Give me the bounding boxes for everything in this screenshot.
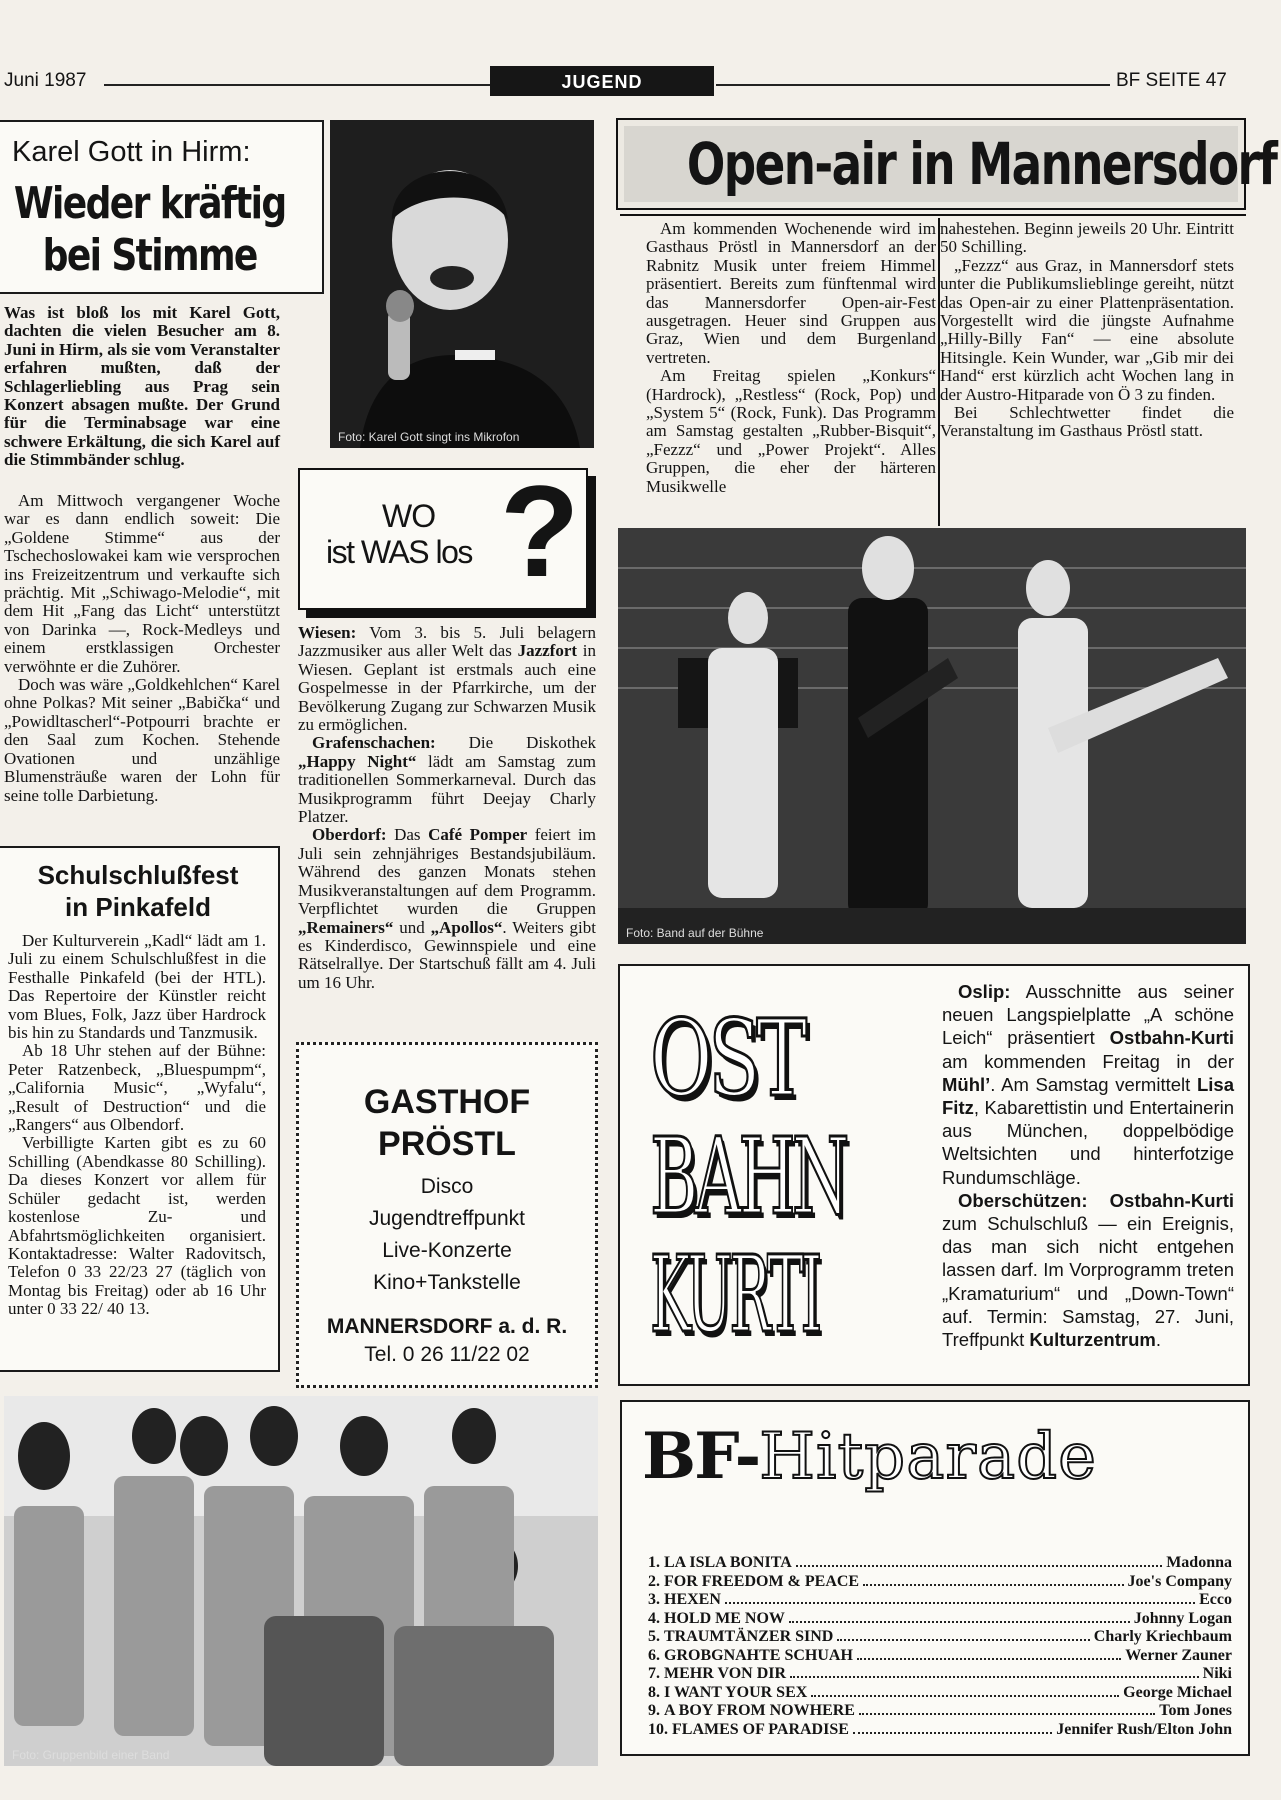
event-text-oberdorf-end: . Weiters gibt es Kinderdisco, Gewinnspiele und eine Rätselrallye. Der Startschuß fällt am 4. Juli um 16 Uhr. [298, 917, 596, 992]
event-text-grafenschachen: Die Diskothek [468, 733, 596, 753]
gott-paragraph-1: Am Mittwoch vergangener Woche war es dann endlich soweit: Die „Goldene Stimme“ aus der Tschechoslowakei kam wie versprochen ins Freizeitzentrum und verkaufte sich prächtig. Mit „Schiwago-Melodie“, mit dem Hit „Fang das Licht“ unterstützt von Darinka —, Rock-Medleys und einem erstklassigen Orchester verwöhnte er die Zuhörer. [4, 491, 280, 676]
ostbahn-text-1: Ausschnitte aus seiner neuen Langspielplatte „A schöne Leich“ präsentiert [942, 981, 1234, 1049]
gott-body [4, 492, 280, 805]
hitparade-song-title: A BOY FROM NOWHERE [664, 1702, 855, 1719]
hitparade-leader-dots [811, 1695, 1119, 1697]
event-text-and: und [399, 917, 425, 937]
event-band-apollos: „Apollos“ [430, 917, 503, 937]
schul-paragraph-1: Der Kulturverein „Kadl“ lädt am 1. Juli zu einem Schulschlußfest in die Festhalle Pinkafeld (bei der HTL). Das Repertoire der Künstler reicht vom Blues, Folk, Jazz über Hardrock bis hin zu Standards und Tanzmusik. [8, 931, 266, 1043]
group-photo-illustration [4, 1396, 598, 1766]
page-number: BF SEITE 47 [1116, 70, 1227, 91]
hitparade-entry [648, 1702, 1232, 1721]
schul-headline-1: Schulschlußfest [37, 860, 239, 890]
hitparade-entry [648, 1610, 1232, 1629]
hitparade-artist: George Michael [1123, 1683, 1232, 1701]
hitparade-title-outline: Hitparade [759, 1420, 1097, 1494]
hitparade-entry [648, 1573, 1232, 1592]
wo-line-2: ist WAS los [326, 534, 472, 570]
wo-line-1: WO [382, 498, 436, 534]
hitparade-leader-dots [725, 1602, 1195, 1604]
hitparade-rank: 8. [648, 1683, 660, 1701]
gott-photo [330, 120, 594, 448]
hitparade-artist: Ecco [1199, 1591, 1232, 1608]
ad-line-kino: Kino+Tankstelle [373, 1271, 521, 1294]
hitparade-song-title: I WANT YOUR SEX [664, 1683, 808, 1701]
ad-line-disco: Disco [420, 1175, 474, 1198]
ostbahn-place-oslip: Oslip: [958, 981, 1011, 1002]
ostbahn-box [618, 964, 1250, 1386]
concert-photo [618, 528, 1246, 944]
hitparade-list [648, 1554, 1232, 1739]
openair-paragraph-1: Am kommenden Wochenende wird im Gasthaus Pröstl in Mannersdorf an der Rabnitz Musik unter freiem Himmel präsentiert. Bereits zum fünftenmal wird das Mannersdorfer Open-air-Fest ausgetragen. Heuer sind Gruppen aus Graz, Wien und dem Burgenland vertreten. [646, 219, 936, 367]
ostbahn-venue-kulturzentrum: Kulturzentrum [1029, 1329, 1156, 1351]
event-venue-happy-night: „Happy Night“ [298, 751, 417, 771]
hitparade-box [620, 1400, 1250, 1756]
hitparade-artist: Werner Zauner [1125, 1646, 1232, 1664]
openair-paragraph-2: Am Freitag spielen „Konkurs“ (Hardrock), „Restless“ (Rock, Pop) und „System 5“ (Rock, Funk). Das Programm am Samstag gestalten „Rubber-Bisquit“, „Fezzz“ und „Power Projekt“. Alles Gruppen, die eher der härteren Musikwelle [646, 366, 936, 496]
ostbahn-artist-2: Ostbahn-Kurti [1109, 1189, 1234, 1211]
event-text-oberdorf: Das [394, 825, 421, 845]
hitparade-rank: 7. [648, 1665, 660, 1682]
hitparade-leader-dots [853, 1732, 1052, 1734]
hitparade-rank: 3. [648, 1591, 660, 1608]
ostbahn-text-2: am kommenden Freitag in der [942, 1050, 1234, 1072]
gott-kicker: Karel Gott in Hirm: [12, 136, 251, 168]
event-venue-jazzfort: Jazzfort [517, 641, 578, 661]
hitparade-entry [648, 1628, 1232, 1647]
hitparade-song-title: TRAUMTÄNZER SIND [664, 1628, 834, 1645]
ostbahn-logo-line-1: OST [650, 997, 803, 1120]
hitparade-song-title: HEXEN [664, 1591, 721, 1608]
hitparade-rank: 4. [648, 1609, 660, 1627]
ad-line-jugendtreffpunkt: Jugendtreffpunkt [368, 1207, 526, 1230]
ostbahn-logo-line-3: KURTI [650, 1233, 820, 1356]
event-place-oberdorf: Oberdorf: [312, 825, 387, 845]
gott-lead: Was ist bloß los mit Karel Gott, dachten die vielen Besucher am 8. Juni in Hirm, als sie vom Veranstalter erfahren mußten, daß der Schlagerliebling aus Prag sein Konzert absagen mußte. Der Grund für die Terminabsage war eine schwere Erkältung, die sich Karel auf die Stimmbänder schlug. [4, 303, 280, 470]
hitparade-title-bf: BF- [642, 1419, 760, 1494]
hitparade-rank: 1. [648, 1554, 660, 1571]
ad-place: MANNERSDORF a. d. R. [326, 1315, 568, 1338]
ad-line-live-konzerte: Live-Konzerte [382, 1239, 512, 1262]
openair-headline: Open-air in Mannersdorf [686, 130, 1277, 198]
schul-body [8, 932, 266, 1319]
gasthof-ad [296, 1042, 598, 1388]
section-label: JUGEND [490, 66, 714, 96]
openair-col-2 [940, 220, 1234, 441]
concert-photo-caption: Foto: Band auf der Bühne [626, 926, 764, 940]
singer-photo-illustration [330, 120, 594, 448]
ostbahn-logo-line-2: BAHN [650, 1115, 846, 1238]
hitparade-song-title: LA ISLA BONITA [664, 1554, 792, 1571]
openair-paragraph-3: nahestehen. Beginn jeweils 20 Uhr. Eintritt 50 Schilling. [940, 219, 1234, 257]
ad-name-1: GASTHOF [363, 1083, 531, 1121]
event-band-remainers: „Remainers“ [298, 917, 394, 937]
hitparade-rank: 10. [648, 1720, 668, 1738]
hitparade-leader-dots [859, 1713, 1155, 1715]
event-venue-cafe-pomper: Café Pomper [428, 825, 528, 845]
hitparade-entry [648, 1647, 1232, 1666]
hitparade-artist: Niki [1202, 1665, 1232, 1682]
ostbahn-logo [650, 997, 880, 1370]
hitparade-rank: 5. [648, 1628, 660, 1645]
hitparade-leader-dots [796, 1565, 1162, 1567]
hitparade-rank: 6. [648, 1646, 660, 1664]
hitparade-entry [648, 1721, 1232, 1740]
event-text-grafenschachen-rest: lädt am Samstag zum traditionellen Sommerkarneval. Durch das Musikprogramm führt Deejay Charly Platzer. [298, 751, 597, 827]
ostbahn-place-oberschuetzen: Oberschützen: [958, 1189, 1088, 1211]
openair-paragraph-4: „Fezzz“ aus Graz, in Mannersdorf stets unter die Publikumslieblinge gereiht, nützt das Open-air zu einer Plattenpräsentation. Vorgestellt wird die jüngste Aufnahme „Hilly-Billy Fan“ — eine absolute Hitsingle. Kein Wunder, war „Gib mir dei Hand“ erst kürzlich acht Wochen lang in der Austro-Hitparade von Ö 3 zu finden. [940, 255, 1234, 404]
ostbahn-text-4: , Kabarettistin und Entertainerin aus München, doppelbödige Weltsichten und hinterfotzige Rundumschläge. [942, 1097, 1234, 1188]
hitparade-entry [648, 1684, 1232, 1703]
concert-photo-illustration [618, 528, 1246, 944]
hitparade-song-title: MEHR VON DIR [664, 1665, 787, 1682]
hitparade-song-title: FOR FREEDOM & PEACE [664, 1572, 860, 1590]
wo-ist-was-los-box [298, 458, 588, 610]
ostbahn-text-5: zum Schulschluß — ein Ereignis, das man sich nicht entgehen lassen darf. Im Vorprogramm treten „Kramaturium“ und „Down-Town“ auf. Termin: Samstag, 27. Juni, Treffpunkt [942, 1213, 1234, 1351]
openair-rule [620, 214, 1246, 216]
schul-paragraph-2: Ab 18 Uhr stehen auf der Bühne: Peter Ratzenbeck, „Bluespumpm“, „California Music“, „Wyfalu“, „Result of Destruction“ und die „Rangers“ aus Olbendorf. [8, 1041, 266, 1135]
ostbahn-artist-lisa-fitz: Lisa Fitz [942, 1073, 1234, 1119]
hitparade-song-title: GROBGNAHTE SCHUAH [664, 1646, 853, 1664]
event-place-grafenschachen: Grafenschachen: [312, 733, 436, 753]
hitparade-entry [648, 1591, 1232, 1610]
ostbahn-body [942, 980, 1234, 1351]
event-text-wiesen-rest: in Wiesen. Geplant ist erstmals auch eine Gospelmesse in der Pfarrkirche, um der Bevölkerung Zugang zur Schwarzen Musik zu ermöglichen. [298, 641, 596, 735]
ad-name-2: PRÖSTL [378, 1125, 516, 1163]
ostbahn-artist-1: Ostbahn-Kurti [1109, 1027, 1234, 1049]
event-place-wiesen: Wiesen: [298, 623, 357, 642]
hitparade-entry [648, 1665, 1232, 1684]
hitparade-leader-dots [837, 1639, 1089, 1641]
schul-paragraph-3: Verbilligte Karten gibt es zu 60 Schilling (Abendkasse 80 Schilling). Da dieses Konzert vor allem für Schüler gedacht ist, werden kostenlose Zu- und Abfahrtsmöglichkeiten organisiert. Kontaktadresse: Walter Radovitsch, Telefon 0 33 22/23 27 (täglich von Montag bis Freitag) oder ab 16 Uhr unter 0 33 22/ 40 13. [8, 1133, 266, 1319]
hitparade-rank: 9. [648, 1702, 660, 1719]
header-rule-right [716, 84, 1110, 86]
openair-paragraph-5: Bei Schlechtwetter findet die Veranstaltung im Gasthaus Pröstl statt. [940, 403, 1234, 441]
hitparade-artist: Charly Kriechbaum [1093, 1628, 1232, 1645]
hitparade-artist: Johnny Logan [1133, 1609, 1232, 1627]
hitparade-rank: 2. [648, 1572, 660, 1590]
band-photo-caption: Foto: Gruppenbild einer Band [12, 1748, 170, 1762]
hitparade-leader-dots [863, 1584, 1123, 1586]
hitparade-leader-dots [857, 1658, 1121, 1660]
events-body [298, 624, 596, 992]
header-rule-left [104, 84, 490, 86]
issue-date: Juni 1987 [4, 70, 87, 91]
gott-headline-box [0, 120, 324, 294]
event-text-oberdorf-rest: feiert im Juli sein zehnjähriges Bestandsjubiläum. Während des ganzen Monats stehen Musikveranstaltungen auf dem Programm. Verpflichtet wurden die Gruppen [298, 825, 597, 919]
openair-headline-box [616, 118, 1277, 210]
hitparade-artist: Tom Jones [1159, 1702, 1232, 1719]
hitparade-leader-dots [789, 1621, 1130, 1623]
event-text-wiesen: Vom 3. bis 5. Juli belagern Jazzmusiker aus aller Welt das [298, 623, 596, 661]
schul-headline-2: in Pinkafeld [65, 892, 211, 922]
gott-photo-caption: Foto: Karel Gott singt ins Mikrofon [338, 430, 520, 444]
ostbahn-text-3: . Am Samstag vermittelt [990, 1073, 1191, 1095]
hitparade-entry [648, 1554, 1232, 1573]
question-mark-icon: ? [500, 458, 580, 604]
hitparade-artist: Madonna [1166, 1554, 1232, 1571]
schul-box [0, 846, 280, 1372]
hitparade-artist: Jennifer Rush/Elton John [1056, 1720, 1232, 1738]
ostbahn-text-6: . [1155, 1329, 1161, 1351]
hitparade-song-title: HOLD ME NOW [664, 1609, 785, 1627]
gott-paragraph-2: Doch was wäre „Goldkehlchen“ Karel ohne Polkas? Mit seiner „Babička“ und „Powidltascherl“-Potpourri brachte er den Saal zum Kochen. Stehende Ovationen und unzählige Blumensträuße waren der Lohn für seine tolle Darbietung. [4, 675, 280, 805]
gott-headline: Wieder kräftig bei Stimme [13, 178, 286, 281]
ostbahn-venue-muehl: Mühl’ [942, 1073, 991, 1095]
hitparade-song-title: FLAMES OF PARADISE [672, 1720, 849, 1738]
band-group-photo [4, 1396, 598, 1766]
hitparade-leader-dots [790, 1676, 1199, 1678]
ad-phone: Tel. 0 26 11/22 02 [364, 1343, 530, 1366]
hitparade-title [642, 1412, 1097, 1502]
hitparade-artist: Joe's Company [1127, 1572, 1232, 1590]
openair-col-1 [646, 220, 936, 496]
